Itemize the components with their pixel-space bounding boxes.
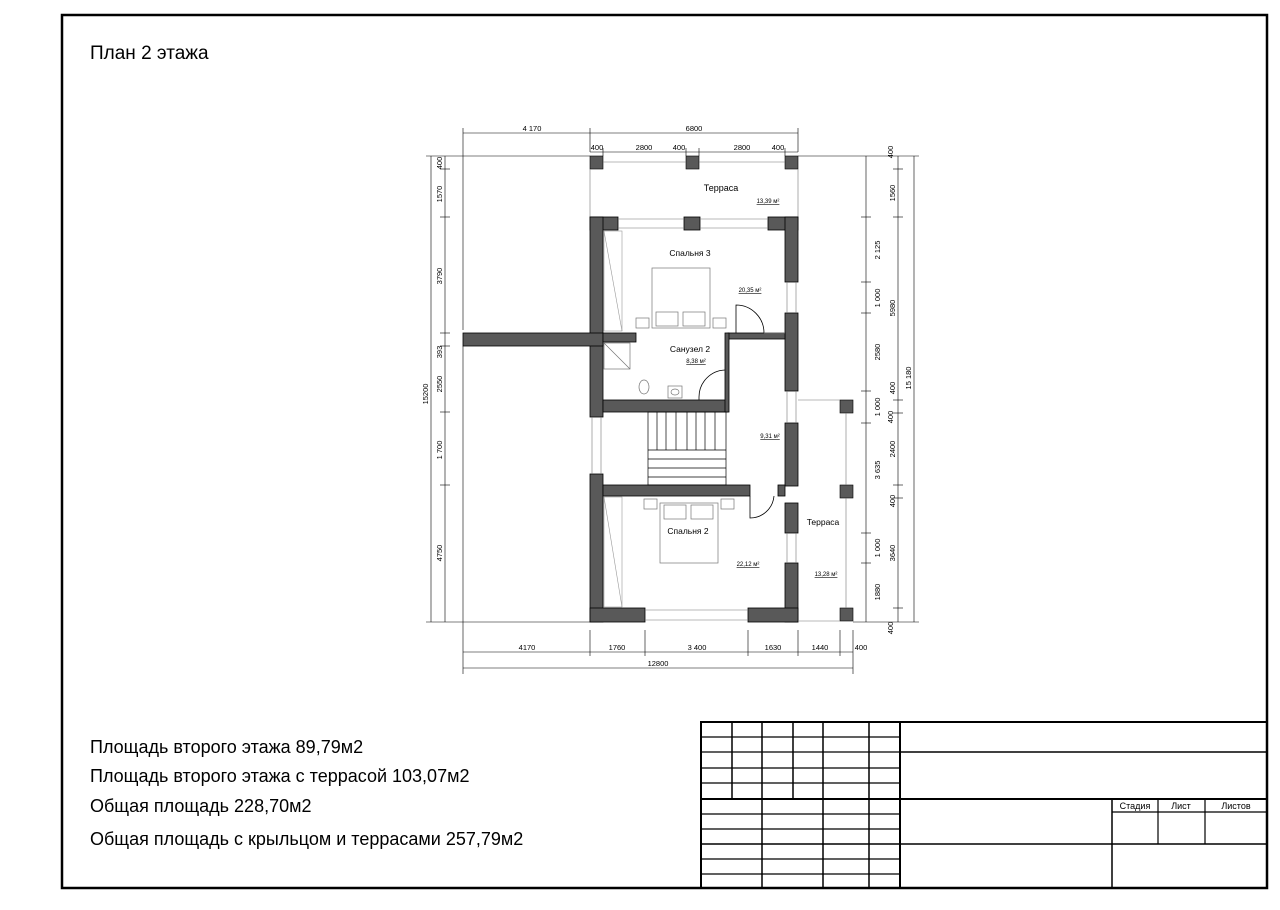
terrace-right-outline: [798, 400, 846, 621]
area-second-floor: Площадь второго этажа 89,79м2: [90, 737, 364, 757]
terrace-right-name: Терраса: [806, 517, 840, 527]
dim-right-1000a: 1 000: [873, 288, 882, 308]
dim-bottom-1760: 1760: [608, 643, 626, 652]
windows: [592, 219, 796, 620]
dim-r2-400a: 400: [886, 145, 895, 159]
dim-left-total: 15200: [421, 383, 430, 405]
dim-left-400: 400: [435, 156, 444, 170]
dim-top-400b: 400: [672, 143, 686, 152]
dim-top-4170: 4 170: [522, 124, 542, 133]
dim-r2-1560: 1560: [888, 184, 897, 202]
dim-r2-400c: 400: [888, 494, 897, 508]
bathroom2-area: 8,38 м²: [686, 359, 706, 365]
dim-r2-5980: 5980: [888, 299, 897, 317]
bedroom2-area: 22,12 м²: [736, 562, 760, 568]
dim-top-400c: 400: [771, 143, 785, 152]
dim-right-1000b: 1 000: [873, 397, 882, 417]
area-total-with-porch-terraces: Общая площадь с крыльцом и террасами 257,79м2: [90, 829, 524, 849]
stamp-sheets-label: Листов: [1221, 801, 1251, 811]
bathroom2-name: Санузел 2: [669, 344, 711, 354]
title-block-labels: [1120, 801, 1251, 811]
dim-bottom-400: 400: [854, 643, 868, 652]
terrace-top-name: Терраса: [703, 183, 739, 193]
dim-right-1000c: 1 000: [873, 538, 882, 558]
dim-r2-400d: 400: [886, 621, 895, 635]
dim-top-400a: 400: [590, 143, 604, 152]
stairs: [648, 412, 726, 485]
terrace-right-area: 13,28 м²: [814, 572, 838, 578]
dim-right-total: 15 180: [904, 366, 913, 390]
bedroom2-name: Спальня 2: [667, 526, 709, 536]
dim-left-1700: 1 700: [435, 440, 444, 460]
dim-left-2550: 2550: [435, 375, 444, 393]
dim-bottom-total: 12800: [647, 659, 669, 668]
stamp-sheet-label: Лист: [1171, 801, 1191, 811]
dim-right-400: 400: [886, 410, 895, 424]
dim-right-3635: 3 635: [873, 460, 882, 480]
dim-top-2800b: 2800: [733, 143, 751, 152]
area-total: Общая площадь 228,70м2: [90, 796, 312, 816]
terrace-right-columns: [840, 400, 853, 621]
terrace-top-outline: [590, 162, 798, 218]
dim-left-4750: 4750: [435, 544, 444, 562]
terrace-top-area: 13,39 м²: [756, 199, 780, 205]
bedroom3-name: Спальня 3: [669, 248, 711, 258]
dim-top-6800: 6800: [685, 124, 703, 133]
page-title: План 2 этажа: [90, 43, 209, 64]
dim-bottom-1630: 1630: [764, 643, 782, 652]
terrace-top-columns: [590, 156, 798, 169]
stamp-stage-label: Стадия: [1119, 801, 1151, 811]
dim-left-393: 393: [435, 345, 444, 359]
dim-r2-2400: 2400: [888, 440, 897, 458]
dim-top-2800a: 2800: [635, 143, 653, 152]
wardrobes: [604, 231, 622, 607]
bedroom3-area: 20,35 м²: [738, 288, 762, 294]
dim-r2-3640: 3640: [888, 544, 897, 562]
dimension-texts: [421, 124, 913, 668]
dim-bottom-1440: 1440: [811, 643, 829, 652]
dim-r2-1880: 1880: [873, 583, 882, 601]
dim-r2-400b: 400: [888, 381, 897, 395]
bed-bedroom3: [636, 268, 726, 328]
dim-left-1570: 1570: [435, 185, 444, 203]
dim-right-2125: 2 125: [873, 240, 882, 260]
floor-plan: [463, 156, 853, 622]
hall-area: 9,31 м²: [760, 434, 780, 440]
area-second-floor-with-terrace: Площадь второго этажа с террасой 103,07м2: [90, 766, 470, 786]
dim-left-3790: 3790: [435, 267, 444, 285]
dim-bottom-4170: 4170: [518, 643, 536, 652]
dim-bottom-3400: 3 400: [687, 643, 707, 652]
dim-right-2580: 2580: [873, 343, 882, 361]
